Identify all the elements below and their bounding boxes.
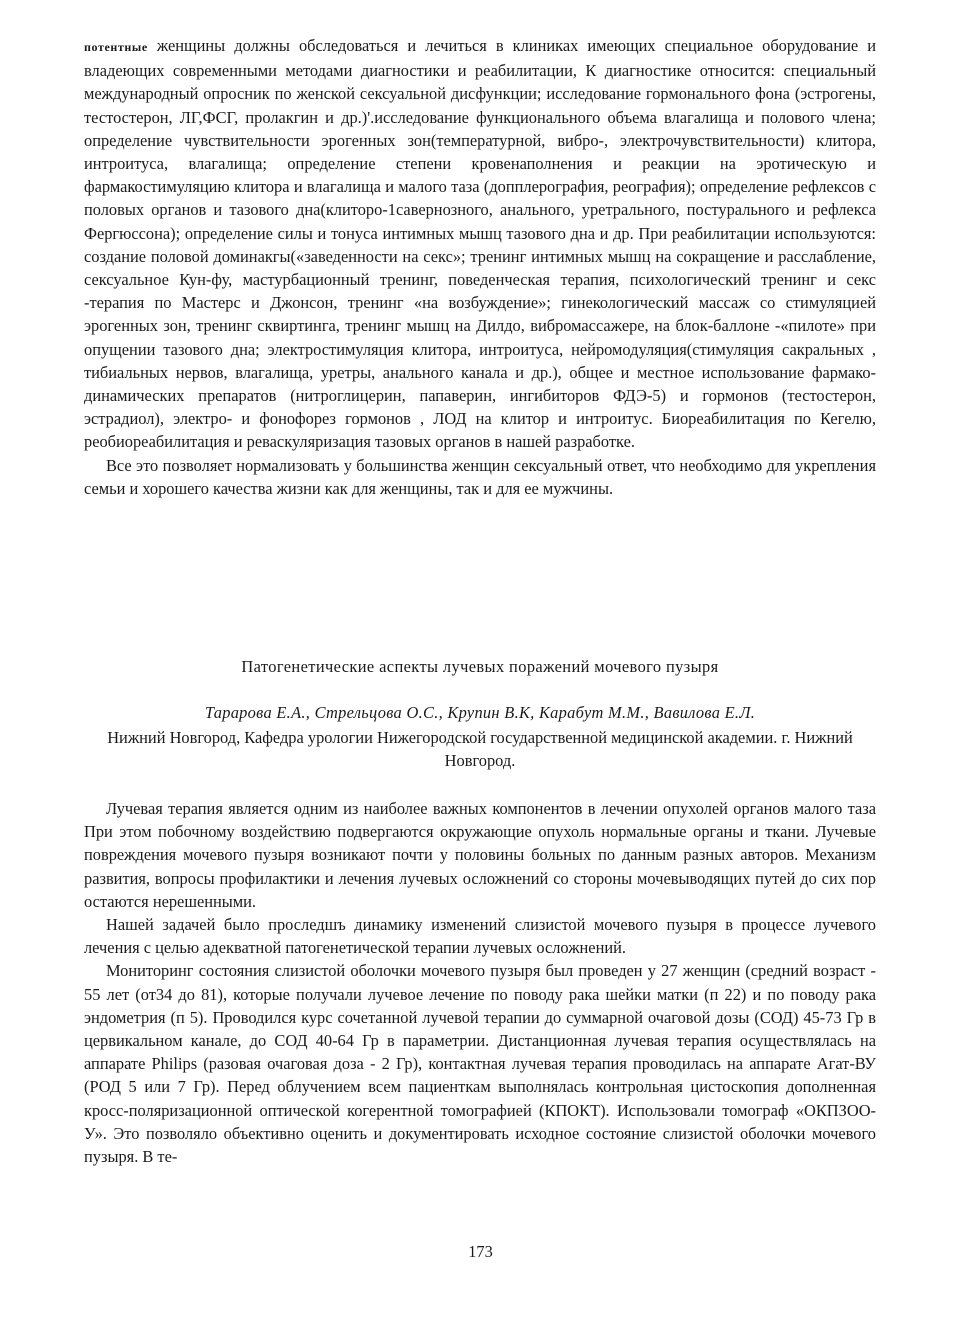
article-paragraph: Лучевая терапия является одним из наиболее важных компонентов в лечении опухолей органов малого таза При этом побочному воздействию подвергаются окружающие опухоль нормальные органы и ткани. Лучевые повреждения мочевого пузыря возникают почти у половины больных по данным разных авторов. Механизм развития, вопросы профилактики и лечения лучевых осложнений со стороны мочевыводящих путей до сих пор остаются нерешенными. [84, 799, 876, 911]
article-paragraph: Нашей задачей было проследшъ динамику изменений слизистой мочевого пузыря в процессе лучевого лечения с целью адекватной патогенетической терапии лучевых осложнений. [84, 915, 876, 958]
paragraph-continued [84, 34, 876, 454]
page-number: 173 [468, 1242, 493, 1261]
paragraph-conclusion: Все это позволяет нормализовать у большинства женщин сексуальный ответ, что необходимо для укрепления семьи и хорошего качества жизни как для женщины, так и для ее мужчины. [84, 455, 876, 498]
article-paragraph: Мониторинг состояния слизистой оболочки мочевого пузыря был проведен у 27 женщин (средний возраст - 55 лет (от34 до 81), которые получали лучевое лечение по поводу рака шейки матки (п 22) и по поводу рака эндометрия (п 5). Проводился курс сочетанной лучевой терапии до суммарной очаговой дозы (СОД) 45-73 Гр в цервикальном канале, до СОД 40-64 Гр в параметрии. Дистанционная лучевая терапия осуществлялась на аппарате Philips (разовая очаговая доза - 2 Гр), контактная лучевая терапия проводилась на аппарате Агат-ВУ (РОД 5 или 7 Гр). Перед облучением всем пациенткам выполнялась контрольная цистоскопия дополненная кросс-поляризационной оптической когерентной томографией (КПОКТ). Использовали томограф «ОКПЗОО-У». Это позволяло объективно оценить и документировать исходное состояние слизистой оболочки мочевого пузыря. В те- [84, 961, 876, 1167]
article-title: Патогенетические аспекты лучевых поражений мочевого пузыря [241, 657, 719, 676]
paragraph-text: женщины должны обследоваться и лечиться в клиниках имеющих специальное оборудование и владеющих современными методами диагностики и реабилитации, К диагностике относится: специальный международный опросник по женской сексуальной дисфункции; исследование гормонального фона (эстрогены, тестостерон, ЛГ,ФСГ, пролакгин и др.)'.исследование функционального объема влагалища и полового члена; определение чувствительности эрогенных зон(температурной, вибро-, электрочувствительности) клитора, интроитуса, влагалища; определение степени кровенаполнения и реакции на эротическую и фармакостимуляцию клитора и влагалища и малого таза (допплерография, реография); определение рефлексов с половых органов и тазового дна(клиторо-1савернозного, анального, уретрального, постурального и рефлекса Фергюссона); определение силы и тонуса интимных мышц тазового дна и др. При реабилитации используются: создание половой доминакгы(«заведенности на секс»; тренинг интимных мышц на сокращение и расслабление, сексуальное Кун-фу, мастурбационный тренинг, поведенческая терапия, психологический тренинг и секс -терапия по Мастерс и Джонсон, тренинг «на возбуждение»; гинекологический массаж со стимуляцией эрогенных зон, тренинг сквиртинга, тренинг мышц на Дилдо, вибромассажере, на блок-баллоне -«пилоте» при опущении тазового дна; электростимуляция клитора, интроитуса, нейромодуляция(стимуляция сакральных , тибиальных нервов, влагалища, уретры, анального канала и др.), общее и местное использование фармако- динамических препаратов (нитроглицерин, папаверин, ингибиторов ФДЭ-5) и гормонов (тестостерон, эстрадиол), электро- и фонофорез гормонов , ЛОД на клитор и интроитус. Биореабилитация по Кегелю, реобиореабилитация и реваскуляризация тазовых органов в нашей разработке. [84, 36, 876, 452]
continued-text-block [84, 34, 876, 500]
paragraph-lead-word: потентные [84, 40, 148, 54]
article-body [84, 797, 876, 1168]
article-authors: Тарарова Е.А., Стрельцова О.С., Крупин В.К, Карабут М.М., Вавилова Е.Л. [204, 703, 756, 722]
article-affiliation: Нижний Новгород, Кафедра урологии Нижегородской государственной медицинской академии. г. Нижний Новгород. [107, 728, 853, 771]
